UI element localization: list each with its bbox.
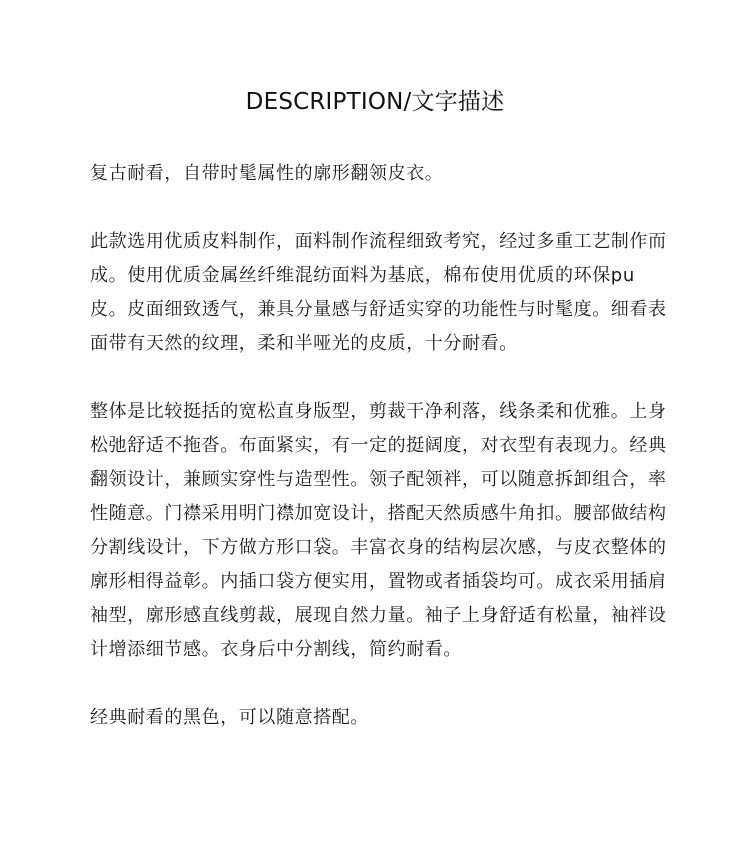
description-body	[90, 157, 670, 735]
page-title: DESCRIPTION/文字描述	[245, 89, 505, 115]
paragraph-intro: 复古耐看，自带时髦属性的廓形翻领皮衣。	[90, 163, 444, 184]
paragraph-color: 经典耐看的黑色，可以随意搭配。	[90, 707, 369, 728]
paragraph-material: 此款选用优质皮料制作，面料制作流程细致考究，经过多重工艺制作而成。使用优质金属丝纤维混纺面料为基底，棉布使用优质的环保pu皮。皮面细致透气，兼具分量感与舒适实穿的功能性与时髦度。细看表面带有天然的纹理，柔和半哑光的皮质，十分耐看。	[90, 231, 667, 354]
paragraph-design: 整体是比较挺括的宽松直身版型，剪裁干净利落，线条柔和优雅。上身松弛舒适不拖沓。布面紧实，有一定的挺阔度，对衣型有表现力。经典翻领设计，兼顾实穿性与造型性。领子配领袢，可以随意拆卸组合，率性随意。门襟采用明门襟加宽设计，搭配天然质感牛角扣。腰部做结构分割线设计，下方做方形口袋。丰富衣身的结构层次感，与皮衣整体的廓形相得益彰。内插口袋方便实用，置物或者插袋均可。成衣采用插肩袖型，廓形感直线剪裁，展现自然力量。袖子上身舒适有松量，袖袢设计增添细节感。衣身后中分割线，简约耐看。	[90, 401, 667, 660]
